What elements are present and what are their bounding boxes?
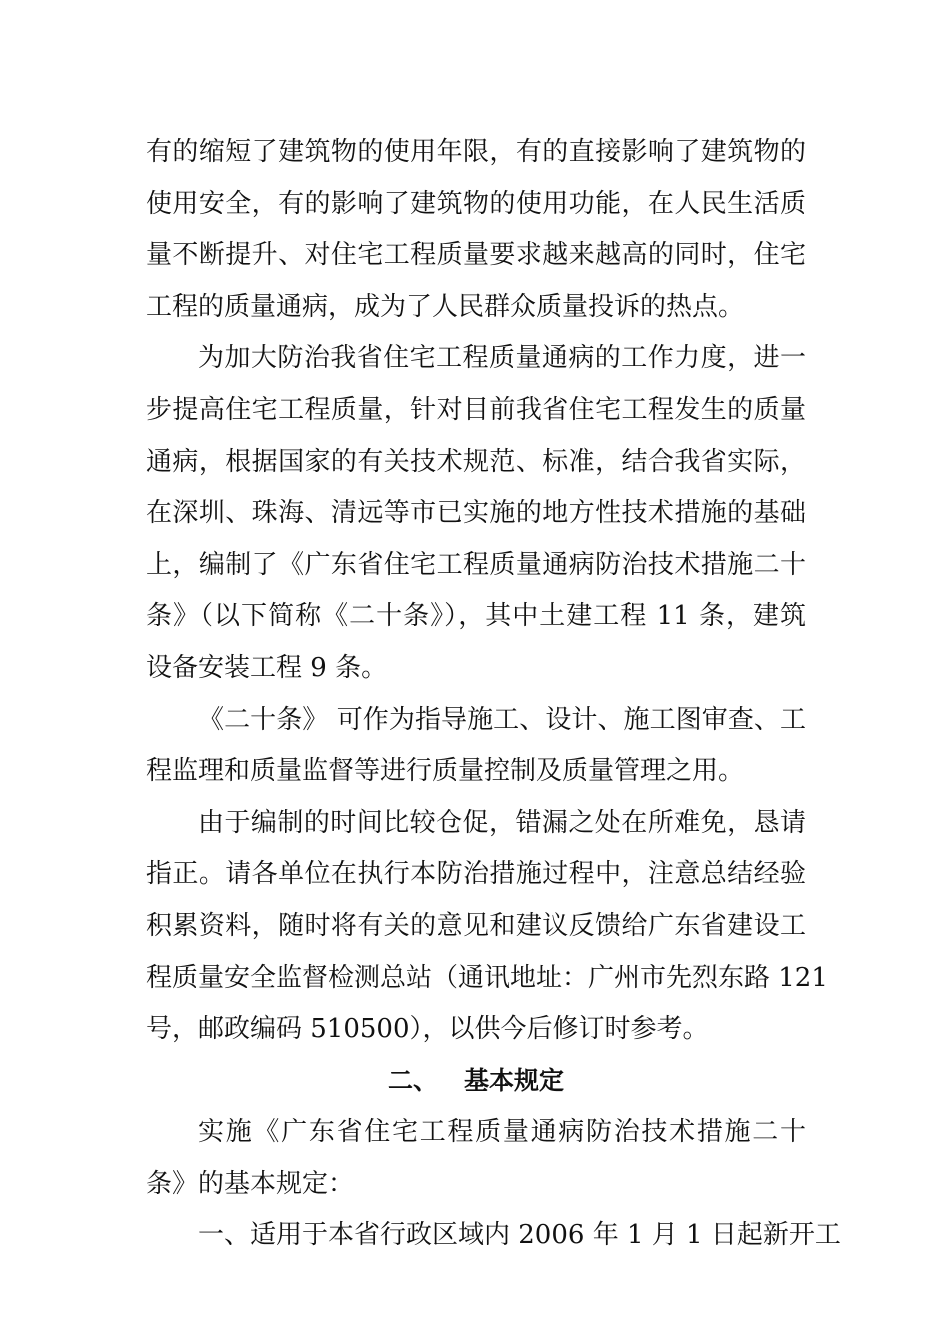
text-line: 由于编制的时间比较仓促，错漏之处在所难免，恳请 [198, 807, 806, 838]
paragraph-building-defects [146, 132, 806, 338]
text-line: 条》（以下简称《二十条》），其中土建工程 11 条，建筑 [146, 601, 806, 632]
text-line: 设备安装工程 9 条。 [146, 652, 388, 683]
paragraph-basic-provisions [146, 1112, 806, 1215]
text-line: 在深圳、珠海、清远等市已实施的地方性技术措施的基础 [146, 498, 806, 529]
text-line: 工程的质量通病，成为了人民群众质量投诉的热点。 [146, 291, 745, 322]
text-line: 《二十条》 可作为指导施工、设计、施工图审查、工 [198, 704, 806, 735]
paragraph-compilation-purpose [146, 338, 806, 699]
text-line: 量不断提升、对住宅工程质量要求越来越高的同时，住宅 [146, 240, 806, 271]
text-line: 积累资料，随时将有关的意见和建议反馈给广东省建设工 [146, 910, 806, 941]
section-heading: 二、 基本规定 [387, 1065, 565, 1095]
text-line: 一、适用于本省行政区域内 2006 年 1 月 1 日起新开工 [198, 1220, 841, 1251]
paragraph-applicability [146, 1215, 841, 1267]
text-line: 步提高住宅工程质量，针对目前我省住宅工程发生的质量 [146, 394, 806, 425]
text-line: 使用安全，有的影响了建筑物的使用功能，在人民生活质 [146, 188, 806, 219]
text-line: 条》的基本规定： [146, 1168, 355, 1199]
text-line: 实施《广东省住宅工程质量通病防治技术措施二十 [198, 1117, 806, 1148]
text-line: 上，编制了《广东省住宅工程质量通病防治技术措施二十 [146, 549, 806, 580]
paragraph-feedback-request [146, 803, 828, 1061]
document-page [146, 132, 841, 1267]
text-line: 有的缩短了建筑物的使用年限，有的直接影响了建筑物的 [146, 137, 806, 167]
text-line: 程质量安全监督检测总站（通讯地址：广州市先烈东路 121 [146, 962, 828, 993]
text-line: 为加大防治我省住宅工程质量通病的工作力度，进一 [198, 343, 806, 374]
text-line: 通病，根据国家的有关技术规范、标准，结合我省实际， [146, 446, 806, 477]
text-line: 指正。请各单位在执行本防治措施过程中，注意总结经验 [146, 859, 806, 890]
text-line: 号，邮政编码 510500），以供今后修订时参考。 [146, 1014, 709, 1045]
paragraph-usage-scope [146, 700, 806, 803]
text-line: 程监理和质量监督等进行质量控制及质量管理之用。 [146, 756, 745, 787]
